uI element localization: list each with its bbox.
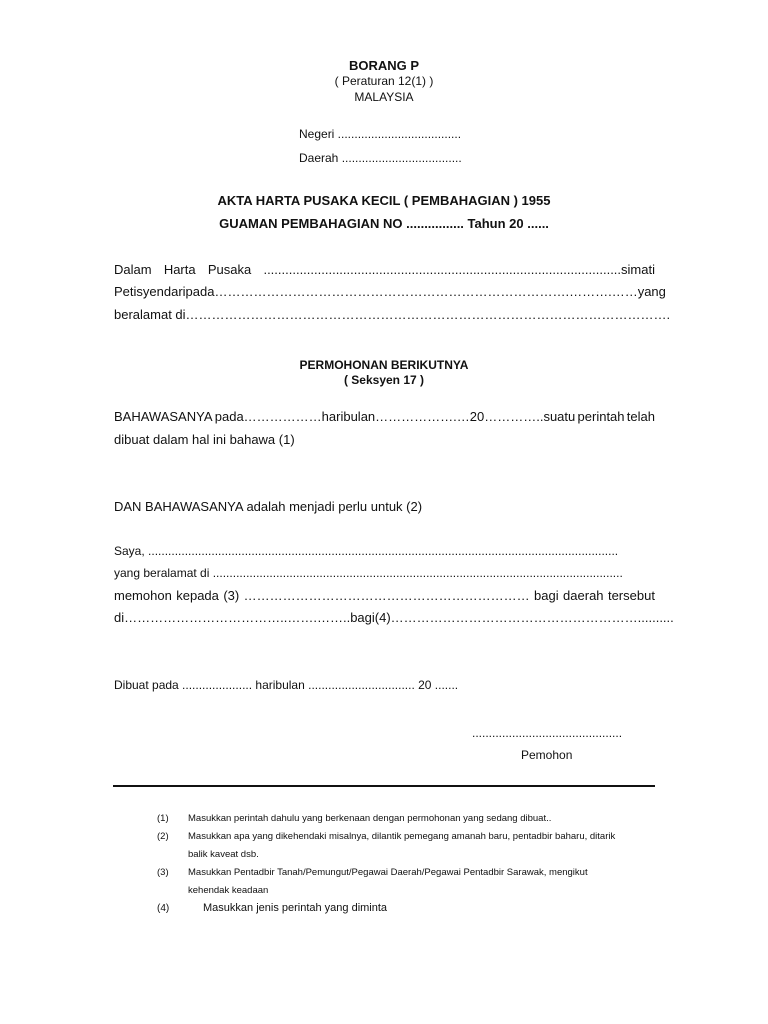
applicant-label: Pemohon (521, 748, 573, 762)
apply-word: bagi (350, 610, 375, 625)
apply-word: ………………………………………………………… (243, 588, 530, 603)
whereas-word: telah (626, 409, 655, 424)
negeri-field: Negeri ..................................... (299, 127, 462, 141)
country-label: MALAYSIA (354, 90, 414, 104)
apply-word: (4)………………………………………………….......... (374, 610, 674, 625)
estate-line-1 (114, 262, 655, 277)
whereas-word: pada………………haribulan……………….…20…………..suatu (214, 409, 576, 424)
divider (113, 785, 655, 787)
regulation-reference: ( Peraturan 12(1) ) (334, 74, 434, 88)
footnote-text: Masukkan perintah dahulu yang berkenaan dengan permohonan yang sedang dibuat.. (188, 813, 552, 824)
apply-line-2 (114, 610, 674, 625)
whereas-line-2: dibuat dalam hal ini bahawa (1) (114, 432, 295, 447)
apply-word: (3) (223, 588, 240, 603)
apply-word: kepada (176, 588, 219, 603)
form-title: BORANG P (348, 58, 420, 73)
estate-word: Petisyen (114, 284, 164, 299)
daerah-field: Daerah .................................... (299, 151, 462, 165)
footnote-text: balik kaveat dsb. (188, 849, 259, 860)
footnote-number: (3) (157, 867, 169, 878)
whereas-word: perintah (577, 409, 625, 424)
footnote-number: (4) (157, 903, 170, 914)
applicant-name-line: Saya, ............................................................................................................................................. (114, 544, 619, 558)
estate-word: Dalam (114, 262, 152, 277)
whereas-second: DAN BAHAWASANYA adalah menjadi perlu untuk (2) (114, 499, 423, 514)
footnote-text: kehendak keadaan (188, 885, 269, 896)
estate-word: Harta (163, 262, 196, 277)
signature-line: ............................................. (472, 726, 623, 740)
apply-word: memohon (114, 588, 172, 603)
estate-word: Pusaka (207, 262, 252, 277)
applicant-address-line: yang beralamat di ........................................................................................................................... (114, 566, 623, 580)
estate-word: ...................................................................................................simati (263, 262, 655, 277)
act-title: AKTA HARTA PUSAKA KECIL ( PEMBAHAGIAN ) 1955 (217, 193, 551, 208)
apply-word: daerah (563, 588, 604, 603)
footnote-text: Masukkan apa yang dikehendaki misalnya, dilantik pemegang amanah baru, pentadbir baharu, ditarik (188, 831, 616, 842)
made-on-line: Dibuat pada ..................... haribulan ................................ 20 ....... (114, 678, 459, 692)
apply-line-1 (114, 588, 655, 603)
whereas-word: BAHAWASANYA (114, 409, 213, 424)
whereas-line-1 (114, 409, 655, 424)
estate-word: daripada……………………………………………………………………….……….……yang (163, 284, 666, 299)
footnote-text: Masukkan Pentadbir Tanah/Pemungut/Pegawai Daerah/Pegawai Pentadbir Sarawak, mengikut (188, 867, 588, 878)
apply-word: tersebut (607, 588, 655, 603)
footnote-number: (1) (157, 813, 169, 824)
estate-line-2 (114, 284, 666, 299)
case-number: GUAMAN PEMBAHAGIAN NO ................ Tahun 20 ...... (219, 216, 549, 231)
estate-line-3: beralamat di…………………………………………………………………………………………………. (114, 307, 671, 322)
section-subtitle: ( Seksyen 17 ) (343, 373, 425, 387)
footnote-text: Masukkan jenis perintah yang diminta (203, 902, 388, 914)
footnote-number: (2) (157, 831, 169, 842)
section-title: PERMOHONAN BERIKUTNYA (299, 358, 469, 372)
apply-word: bagi (534, 588, 559, 603)
apply-word: di………………………………..…….…….. (114, 610, 351, 625)
